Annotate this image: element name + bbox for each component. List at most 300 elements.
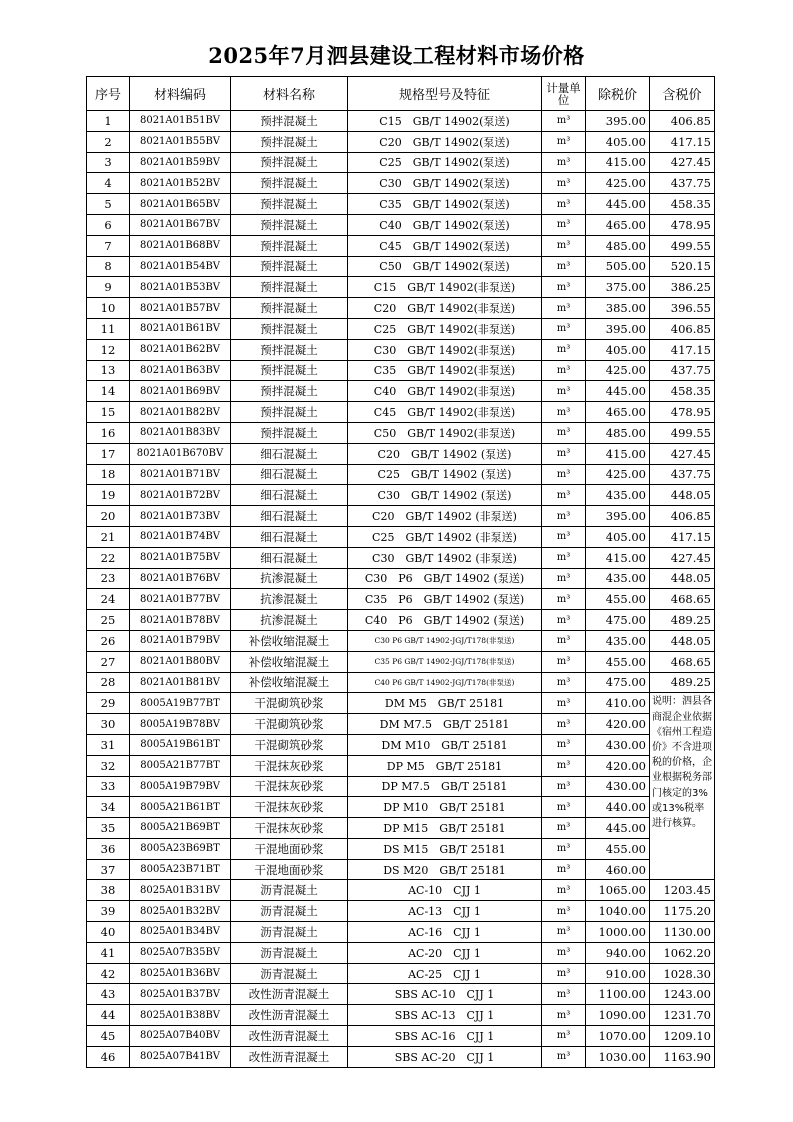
cell-unit: m³ [542, 443, 586, 464]
cell-spec: C35 P6 GB/T 14902 (泵送) [348, 589, 542, 610]
table-row [87, 256, 715, 277]
cell-code: 8025A07B41BV [130, 1046, 231, 1067]
cell-code: 8025A01B34BV [130, 922, 231, 943]
table-row [87, 422, 715, 443]
cell-unit: m³ [542, 1005, 586, 1026]
cell-name: 沥青混凝土 [231, 901, 348, 922]
cell-spec: DP M7.5 GB/T 25181 [348, 776, 542, 797]
cell-spec: C35 GB/T 14902(泵送) [348, 194, 542, 215]
header-name: 材料名称 [231, 77, 348, 111]
table-row [87, 901, 715, 922]
cell-code: 8005A19B77BT [130, 693, 231, 714]
cell-price-ex: 420.00 [586, 714, 650, 735]
cell-no: 30 [87, 714, 130, 735]
cell-unit: m³ [542, 859, 586, 880]
cell-price-inc: 520.15 [650, 256, 715, 277]
cell-code: 8005A21B69BT [130, 818, 231, 839]
cell-price-ex: 445.00 [586, 381, 650, 402]
cell-price-inc: 1028.30 [650, 963, 715, 984]
cell-code: 8021A01B68BV [130, 235, 231, 256]
cell-code: 8021A01B69BV [130, 381, 231, 402]
cell-spec: C30 GB/T 14902(泵送) [348, 173, 542, 194]
table-row [87, 360, 715, 381]
header-unit: 计量单位 [542, 77, 586, 111]
table-row [87, 318, 715, 339]
cell-price-inc: 1062.20 [650, 942, 715, 963]
cell-name: 预拌混凝土 [231, 131, 348, 152]
cell-price-inc: 1163.90 [650, 1046, 715, 1067]
cell-spec: C15 GB/T 14902(泵送) [348, 111, 542, 132]
cell-unit: m³ [542, 734, 586, 755]
cell-price-inc: 417.15 [650, 131, 715, 152]
cell-price-ex: 405.00 [586, 339, 650, 360]
cell-unit: m³ [542, 111, 586, 132]
cell-price-ex: 1070.00 [586, 1026, 650, 1047]
cell-spec: DM M5 GB/T 25181 [348, 693, 542, 714]
cell-price-ex: 455.00 [586, 589, 650, 610]
table-row [87, 402, 715, 423]
table-row [87, 963, 715, 984]
cell-code: 8025A01B38BV [130, 1005, 231, 1026]
cell-no: 19 [87, 485, 130, 506]
cell-no: 36 [87, 838, 130, 859]
cell-name: 干混抹灰砂浆 [231, 818, 348, 839]
table-row [87, 568, 715, 589]
cell-no: 37 [87, 859, 130, 880]
cell-no: 13 [87, 360, 130, 381]
cell-name: 改性沥青混凝土 [231, 1005, 348, 1026]
cell-name: 细石混凝土 [231, 485, 348, 506]
header-spec: 规格型号及特征 [348, 77, 542, 111]
cell-spec: DP M15 GB/T 25181 [348, 818, 542, 839]
cell-code: 8021A01B53BV [130, 277, 231, 298]
cell-name: 预拌混凝土 [231, 256, 348, 277]
cell-code: 8021A01B74BV [130, 526, 231, 547]
table-row [87, 485, 715, 506]
cell-unit: m³ [542, 506, 586, 527]
cell-unit: m³ [542, 651, 586, 672]
cell-no: 35 [87, 818, 130, 839]
table-row [87, 277, 715, 298]
cell-name: 改性沥青混凝土 [231, 1026, 348, 1047]
cell-no: 15 [87, 402, 130, 423]
cell-unit: m³ [542, 526, 586, 547]
cell-price-ex: 475.00 [586, 610, 650, 631]
cell-spec: C20 GB/T 14902(非泵送) [348, 298, 542, 319]
cell-code: 8025A01B32BV [130, 901, 231, 922]
cell-name: 细石混凝土 [231, 526, 348, 547]
cell-no: 7 [87, 235, 130, 256]
cell-price-ex: 395.00 [586, 318, 650, 339]
cell-no: 28 [87, 672, 130, 693]
cell-name: 干混砌筑砂浆 [231, 693, 348, 714]
cell-spec: SBS AC-16 CJJ 1 [348, 1026, 542, 1047]
header-code: 材料编码 [130, 77, 231, 111]
cell-price-inc: 396.55 [650, 298, 715, 319]
cell-name: 补偿收缩混凝土 [231, 651, 348, 672]
page-title: 2025年7月泗县建设工程材料市场价格 [208, 43, 585, 68]
cell-price-inc: 437.75 [650, 464, 715, 485]
table-row [87, 693, 715, 714]
cell-no: 34 [87, 797, 130, 818]
table-row [87, 734, 715, 755]
cell-name: 细石混凝土 [231, 506, 348, 527]
cell-price-ex: 485.00 [586, 422, 650, 443]
cell-code: 8025A01B31BV [130, 880, 231, 901]
cell-no: 23 [87, 568, 130, 589]
cell-code: 8021A01B59BV [130, 152, 231, 173]
cell-price-ex: 455.00 [586, 838, 650, 859]
cell-unit: m³ [542, 984, 586, 1005]
cell-spec: DP M10 GB/T 25181 [348, 797, 542, 818]
cell-name: 预拌混凝土 [231, 173, 348, 194]
cell-code: 8025A07B40BV [130, 1026, 231, 1047]
cell-spec: C20 GB/T 14902 (泵送) [348, 443, 542, 464]
cell-name: 预拌混凝土 [231, 402, 348, 423]
cell-code: 8005A21B77BT [130, 755, 231, 776]
cell-price-ex: 410.00 [586, 693, 650, 714]
cell-price-inc: 1209.10 [650, 1026, 715, 1047]
cell-unit: m³ [542, 880, 586, 901]
cell-no: 31 [87, 734, 130, 755]
cell-no: 43 [87, 984, 130, 1005]
cell-price-ex: 435.00 [586, 568, 650, 589]
cell-code: 8025A01B36BV [130, 963, 231, 984]
cell-name: 预拌混凝土 [231, 339, 348, 360]
cell-price-ex: 1065.00 [586, 880, 650, 901]
cell-no: 20 [87, 506, 130, 527]
table-row [87, 194, 715, 215]
cell-price-ex: 440.00 [586, 797, 650, 818]
cell-no: 24 [87, 589, 130, 610]
cell-price-inc: 406.85 [650, 111, 715, 132]
cell-spec: C25 GB/T 14902(非泵送) [348, 318, 542, 339]
cell-code: 8021A01B67BV [130, 214, 231, 235]
cell-spec: C40 P6 GB/T 14902 (泵送) [348, 610, 542, 631]
cell-price-inc: 427.45 [650, 547, 715, 568]
cell-price-ex: 425.00 [586, 173, 650, 194]
cell-price-inc: 489.25 [650, 672, 715, 693]
cell-spec: C50 GB/T 14902(非泵送) [348, 422, 542, 443]
cell-spec: C40 GB/T 14902(非泵送) [348, 381, 542, 402]
table-row [87, 506, 715, 527]
cell-unit: m³ [542, 256, 586, 277]
table-row [87, 818, 715, 839]
cell-spec: SBS AC-10 CJJ 1 [348, 984, 542, 1005]
cell-price-inc: 448.05 [650, 630, 715, 651]
table-row [87, 922, 715, 943]
cell-no: 14 [87, 381, 130, 402]
cell-name: 细石混凝土 [231, 547, 348, 568]
cell-name: 预拌混凝土 [231, 360, 348, 381]
cell-unit: m³ [542, 922, 586, 943]
cell-code: 8005A21B61BT [130, 797, 231, 818]
cell-price-inc: 1130.00 [650, 922, 715, 943]
cell-unit: m³ [542, 235, 586, 256]
cell-price-inc: 386.25 [650, 277, 715, 298]
cell-spec: DS M20 GB/T 25181 [348, 859, 542, 880]
cell-no: 12 [87, 339, 130, 360]
cell-price-inc: 427.45 [650, 443, 715, 464]
cell-unit: m³ [542, 277, 586, 298]
table-row [87, 152, 715, 173]
cell-spec: AC-16 CJJ 1 [348, 922, 542, 943]
cell-price-ex: 445.00 [586, 818, 650, 839]
cell-unit: m³ [542, 485, 586, 506]
cell-unit: m³ [542, 818, 586, 839]
cell-price-inc: 458.35 [650, 381, 715, 402]
cell-name: 沥青混凝土 [231, 922, 348, 943]
cell-name: 抗渗混凝土 [231, 568, 348, 589]
cell-code: 8021A01B81BV [130, 672, 231, 693]
cell-spec: C25 GB/T 14902(泵送) [348, 152, 542, 173]
cell-unit: m³ [542, 464, 586, 485]
cell-spec: C25 GB/T 14902 (泵送) [348, 464, 542, 485]
cell-code: 8021A01B78BV [130, 610, 231, 631]
cell-price-inc: 478.95 [650, 402, 715, 423]
cell-unit: m³ [542, 901, 586, 922]
cell-price-inc: 458.35 [650, 194, 715, 215]
header-price-inc: 含税价 [650, 77, 715, 111]
cell-price-inc: 1231.70 [650, 1005, 715, 1026]
table-row [87, 651, 715, 672]
cell-no: 44 [87, 1005, 130, 1026]
cell-price-inc: 427.45 [650, 152, 715, 173]
cell-name: 干混地面砂浆 [231, 838, 348, 859]
cell-price-inc: 499.55 [650, 235, 715, 256]
cell-price-inc: 1243.00 [650, 984, 715, 1005]
cell-no: 17 [87, 443, 130, 464]
cell-name: 改性沥青混凝土 [231, 1046, 348, 1067]
cell-price-ex: 430.00 [586, 734, 650, 755]
cell-price-ex: 460.00 [586, 859, 650, 880]
cell-code: 8005A19B78BV [130, 714, 231, 735]
cell-spec: DM M7.5 GB/T 25181 [348, 714, 542, 735]
cell-name: 预拌混凝土 [231, 277, 348, 298]
cell-spec: AC-25 CJJ 1 [348, 963, 542, 984]
cell-price-inc: 406.85 [650, 318, 715, 339]
cell-price-inc: 406.85 [650, 506, 715, 527]
cell-code: 8021A01B72BV [130, 485, 231, 506]
cell-no: 1 [87, 111, 130, 132]
cell-name: 细石混凝土 [231, 443, 348, 464]
table-row [87, 1005, 715, 1026]
cell-spec: C25 GB/T 14902 (非泵送) [348, 526, 542, 547]
cell-price-inc: 468.65 [650, 589, 715, 610]
cell-price-inc: 448.05 [650, 568, 715, 589]
cell-name: 预拌混凝土 [231, 318, 348, 339]
cell-code: 8021A01B73BV [130, 506, 231, 527]
table-row [87, 942, 715, 963]
cell-code: 8021A01B55BV [130, 131, 231, 152]
cell-unit: m³ [542, 298, 586, 319]
cell-price-ex: 940.00 [586, 942, 650, 963]
cell-no: 3 [87, 152, 130, 173]
cell-name: 干混抹灰砂浆 [231, 776, 348, 797]
cell-unit: m³ [542, 942, 586, 963]
cell-code: 8021A01B57BV [130, 298, 231, 319]
cell-price-ex: 420.00 [586, 755, 650, 776]
cell-no: 8 [87, 256, 130, 277]
cell-unit: m³ [542, 422, 586, 443]
cell-name: 改性沥青混凝土 [231, 984, 348, 1005]
table-row [87, 339, 715, 360]
price-table [86, 76, 715, 1068]
cell-code: 8021A01B65BV [130, 194, 231, 215]
cell-code: 8021A01B71BV [130, 464, 231, 485]
cell-price-ex: 1090.00 [586, 1005, 650, 1026]
table-row [87, 755, 715, 776]
table-row [87, 672, 715, 693]
cell-spec: AC-13 CJJ 1 [348, 901, 542, 922]
header-no: 序号 [87, 77, 130, 111]
table-row [87, 526, 715, 547]
cell-unit: m³ [542, 339, 586, 360]
cell-unit: m³ [542, 381, 586, 402]
cell-name: 预拌混凝土 [231, 422, 348, 443]
cell-no: 10 [87, 298, 130, 319]
cell-unit: m³ [542, 755, 586, 776]
cell-no: 32 [87, 755, 130, 776]
cell-price-inc: 437.75 [650, 173, 715, 194]
cell-price-inc: 499.55 [650, 422, 715, 443]
cell-no: 9 [87, 277, 130, 298]
header-price-ex: 除税价 [586, 77, 650, 111]
table-row [87, 464, 715, 485]
cell-code: 8021A01B82BV [130, 402, 231, 423]
cell-spec: C40 P6 GB/T 14902-JGJ/T178(非泵送) [348, 672, 542, 693]
cell-name: 预拌混凝土 [231, 194, 348, 215]
table-row [87, 381, 715, 402]
cell-name: 预拌混凝土 [231, 111, 348, 132]
cell-no: 4 [87, 173, 130, 194]
cell-no: 22 [87, 547, 130, 568]
cell-price-ex: 405.00 [586, 131, 650, 152]
cell-price-inc: 417.15 [650, 339, 715, 360]
cell-price-ex: 1100.00 [586, 984, 650, 1005]
table-row [87, 235, 715, 256]
cell-spec: DM M10 GB/T 25181 [348, 734, 542, 755]
cell-name: 干混抹灰砂浆 [231, 755, 348, 776]
cell-unit: m³ [542, 589, 586, 610]
cell-code: 8021A01B62BV [130, 339, 231, 360]
table-row [87, 111, 715, 132]
cell-code: 8021A01B52BV [130, 173, 231, 194]
cell-no: 18 [87, 464, 130, 485]
cell-name: 预拌混凝土 [231, 214, 348, 235]
cell-price-ex: 430.00 [586, 776, 650, 797]
cell-unit: m³ [542, 214, 586, 235]
table-row [87, 610, 715, 631]
cell-code: 8005A19B61BT [130, 734, 231, 755]
table-row [87, 984, 715, 1005]
cell-name: 干混地面砂浆 [231, 859, 348, 880]
cell-no: 25 [87, 610, 130, 631]
cell-price-ex: 375.00 [586, 277, 650, 298]
cell-price-ex: 415.00 [586, 443, 650, 464]
table-row [87, 131, 715, 152]
cell-no: 33 [87, 776, 130, 797]
cell-spec: C45 GB/T 14902(非泵送) [348, 402, 542, 423]
cell-spec: C30 P6 GB/T 14902 (泵送) [348, 568, 542, 589]
cell-spec: C15 GB/T 14902(非泵送) [348, 277, 542, 298]
cell-name: 预拌混凝土 [231, 381, 348, 402]
cell-code: 8021A01B51BV [130, 111, 231, 132]
cell-unit: m³ [542, 1046, 586, 1067]
cell-no: 46 [87, 1046, 130, 1067]
cell-name: 沥青混凝土 [231, 942, 348, 963]
cell-price-ex: 415.00 [586, 152, 650, 173]
cell-no: 2 [87, 131, 130, 152]
cell-name: 干混砌筑砂浆 [231, 714, 348, 735]
cell-no: 42 [87, 963, 130, 984]
table-row [87, 1046, 715, 1067]
cell-unit: m³ [542, 672, 586, 693]
table-row [87, 630, 715, 651]
cell-code: 8021A01B63BV [130, 360, 231, 381]
cell-unit: m³ [542, 318, 586, 339]
cell-code: 8025A01B37BV [130, 984, 231, 1005]
cell-price-inc: 468.65 [650, 651, 715, 672]
cell-spec: C35 P6 GB/T 14902-JGJ/T178(非泵送) [348, 651, 542, 672]
cell-price-ex: 395.00 [586, 506, 650, 527]
cell-no: 38 [87, 880, 130, 901]
cell-code: 8021A01B83BV [130, 422, 231, 443]
cell-unit: m³ [542, 547, 586, 568]
cell-code: 8005A23B69BT [130, 838, 231, 859]
cell-spec: C35 GB/T 14902(非泵送) [348, 360, 542, 381]
cell-no: 21 [87, 526, 130, 547]
table-header-row [87, 77, 715, 111]
cell-no: 41 [87, 942, 130, 963]
cell-unit: m³ [542, 630, 586, 651]
cell-unit: m³ [542, 776, 586, 797]
cell-price-ex: 910.00 [586, 963, 650, 984]
cell-price-ex: 465.00 [586, 214, 650, 235]
cell-unit: m³ [542, 568, 586, 589]
cell-code: 8005A19B79BV [130, 776, 231, 797]
cell-spec: DP M5 GB/T 25181 [348, 755, 542, 776]
cell-name: 抗渗混凝土 [231, 610, 348, 631]
cell-price-inc: 489.25 [650, 610, 715, 631]
cell-code: 8021A01B670BV [130, 443, 231, 464]
cell-name: 干混砌筑砂浆 [231, 734, 348, 755]
cell-price-inc: 1175.20 [650, 901, 715, 922]
cell-price-ex: 385.00 [586, 298, 650, 319]
cell-name: 补偿收缩混凝土 [231, 630, 348, 651]
cell-price-ex: 405.00 [586, 526, 650, 547]
cell-spec: SBS AC-13 CJJ 1 [348, 1005, 542, 1026]
table-row [87, 714, 715, 735]
cell-price-ex: 425.00 [586, 360, 650, 381]
table-row [87, 298, 715, 319]
table-row [87, 214, 715, 235]
cell-code: 8021A01B75BV [130, 547, 231, 568]
cell-no: 5 [87, 194, 130, 215]
cell-price-ex: 445.00 [586, 194, 650, 215]
cell-unit: m³ [542, 610, 586, 631]
cell-price-inc: 448.05 [650, 485, 715, 506]
cell-name: 预拌混凝土 [231, 298, 348, 319]
table-row [87, 173, 715, 194]
cell-name: 抗渗混凝土 [231, 589, 348, 610]
table-row [87, 776, 715, 797]
cell-price-ex: 425.00 [586, 464, 650, 485]
cell-unit: m³ [542, 838, 586, 859]
cell-name: 沥青混凝土 [231, 880, 348, 901]
cell-spec: C20 GB/T 14902 (非泵送) [348, 506, 542, 527]
cell-no: 26 [87, 630, 130, 651]
